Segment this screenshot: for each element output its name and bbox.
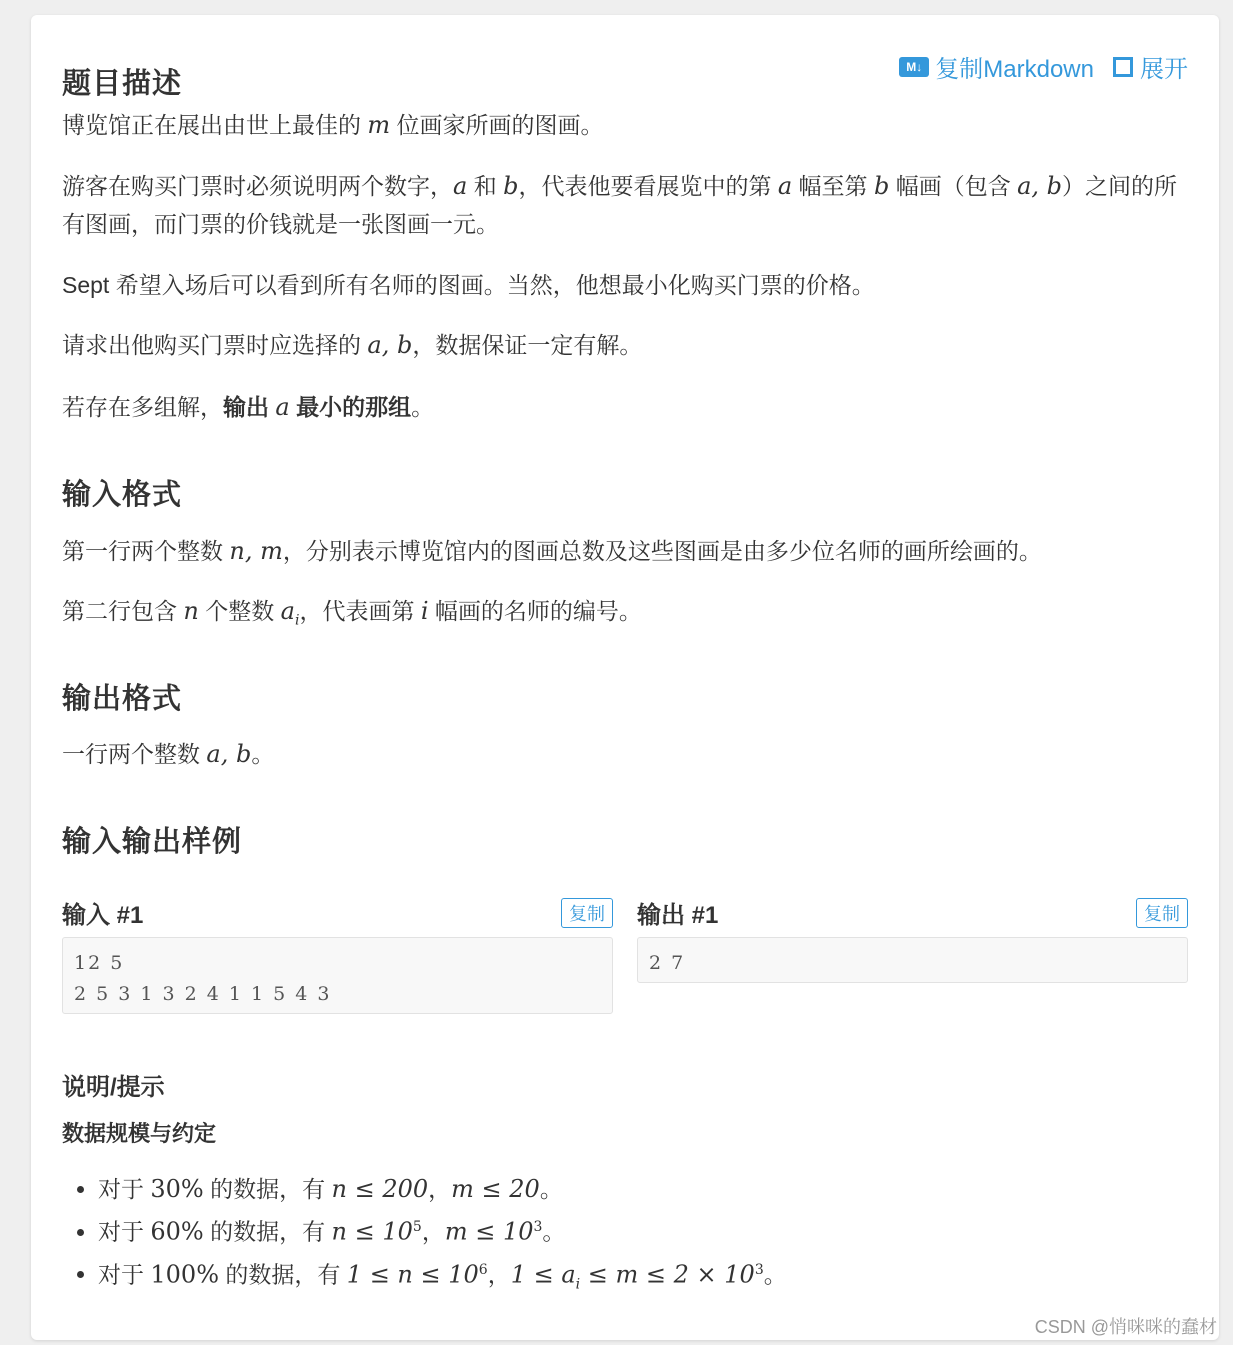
sample-input-box[interactable]: 12 5 2 5 3 1 3 2 4 1 1 5 4 3 bbox=[62, 937, 613, 1014]
output-format-title: 输出格式 bbox=[62, 683, 183, 715]
constraints-list bbox=[62, 1170, 787, 1303]
description-title: 题目描述 bbox=[62, 68, 183, 100]
list-item: • 对于 100% 的数据，有 $1 \le n \le 10^6$，$1 \le a_i \le m \le 2 \times 10^3$。 bbox=[98, 1251, 787, 1303]
copy-input-button[interactable]: 复制 bbox=[561, 898, 613, 928]
sample-input-header bbox=[62, 895, 613, 930]
sample-output-label: 输出 #1 bbox=[637, 902, 719, 929]
input-format-title: 输入格式 bbox=[62, 479, 183, 511]
expand-label: 展开 bbox=[1140, 56, 1188, 83]
input-format-paragraph-2: 第二行包含 n 个整数 $a_i$，代表画第 i 幅画的名师的编号。 bbox=[62, 597, 642, 629]
expand-icon bbox=[1112, 56, 1134, 78]
sample-input-label: 输入 #1 bbox=[62, 902, 144, 929]
description-paragraph-1: 博览馆正在展出由世上最佳的 m 位画家所画的图画。 bbox=[62, 111, 604, 139]
list-item: • 对于 60% 的数据，有 $n \le 10^5$，$m \le 10^3$。 bbox=[98, 1208, 787, 1251]
description-paragraph-2: 游客在购买门票时必须说明两个数字，a 和 b，代表他要看展览中的第 a 幅至第 b 幅画（包含 a, b）之间的所有图画，而门票的价钱就是一张图画一元。 bbox=[62, 172, 1178, 237]
watermark: CSDN @悄咪咪的蠢材 bbox=[1034, 1317, 1217, 1337]
sample-output-box[interactable]: 2 7 bbox=[637, 937, 1188, 983]
problem-card bbox=[31, 15, 1219, 1340]
samples-title: 输入输出样例 bbox=[62, 826, 243, 858]
input-format-paragraph-1: 第一行两个整数 n, m，分别表示博览馆内的图画总数及这些图画是由多少位名师的画所绘画的。 bbox=[62, 537, 1042, 565]
description-paragraph-5: 若存在多组解，输出 a 最小的那组。 bbox=[62, 393, 435, 421]
copy-markdown-label: 复制Markdown bbox=[935, 56, 1094, 83]
problem-actions bbox=[899, 49, 1188, 84]
hint-subtitle: 数据规模与约定 bbox=[62, 1121, 217, 1146]
markdown-icon: M↓ bbox=[899, 57, 929, 77]
list-item: • 对于 30% 的数据，有 n ≤ 200，m ≤ 20。 bbox=[98, 1170, 787, 1208]
hint-title: 说明/提示 bbox=[62, 1074, 165, 1101]
sample-output-header bbox=[637, 895, 1188, 930]
copy-markdown-button[interactable] bbox=[899, 49, 1094, 84]
output-format-paragraph: 一行两个整数 a, b。 bbox=[62, 740, 275, 768]
description-paragraph-4: 请求出他购买门票时应选择的 a, b，数据保证一定有解。 bbox=[62, 331, 643, 359]
description-paragraph-3: Sept 希望入场后可以看到所有名师的图画。当然，他想最小化购买门票的价格。 bbox=[62, 272, 875, 298]
copy-output-button[interactable]: 复制 bbox=[1136, 898, 1188, 928]
expand-button[interactable] bbox=[1112, 49, 1188, 84]
